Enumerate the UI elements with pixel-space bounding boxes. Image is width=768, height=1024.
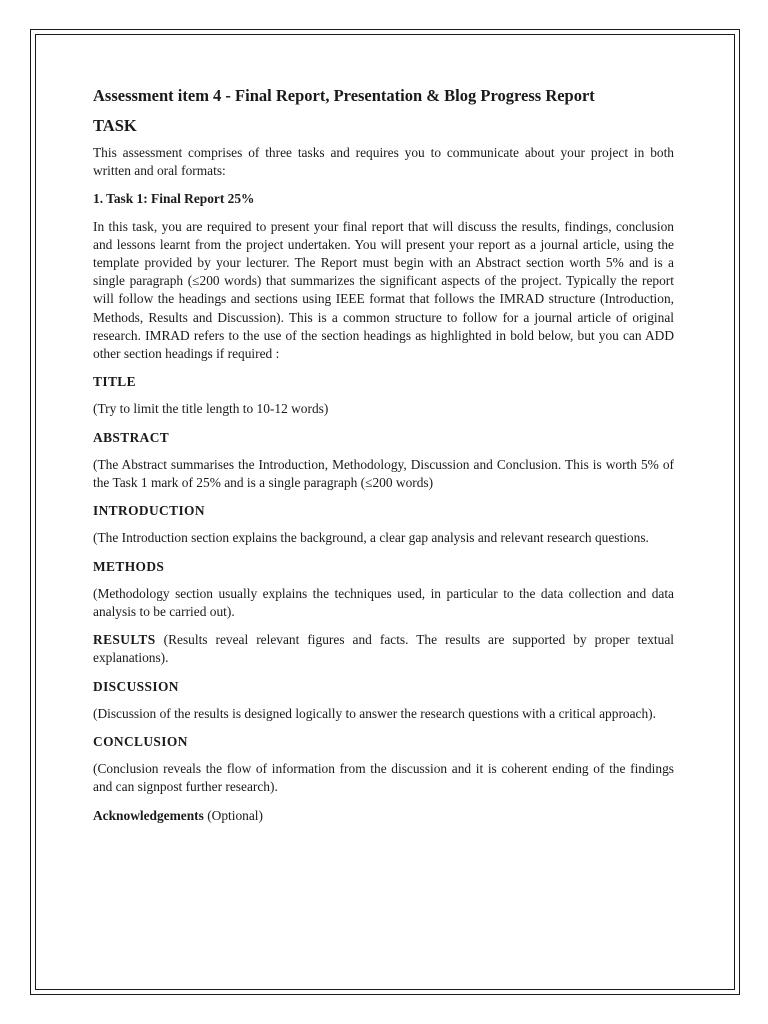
results-section-heading: RESULTS — [93, 632, 156, 648]
document-title: Assessment item 4 - Final Report, Presentation & Blog Progress Report — [93, 86, 595, 105]
acknowledgements-heading: Acknowledgements — [93, 807, 204, 823]
task1-heading: 1. Task 1: Final Report 25% — [93, 191, 255, 207]
abstract-section-text: (The Abstract summarises the Introduction, Methodology, Discussion and Conclusion. This is worth 5% of the Task 1 mark of 25% and is a single paragraph (≤200 words) — [93, 456, 674, 491]
task-heading: TASK — [93, 116, 137, 135]
task1-paragraph: In this task, you are required to present your final report that will discuss the results, findings, conclusion and lessons learnt from the project undertaken. You will present your report as a journal article, using the template provided by your lecturer. The Report must begin with an Abstract section worth 5% and is a single paragraph (≤200 words) that summarizes the significant aspects of the project. Typically the report will follow the headings and sections using IEEE format that follows the IMRAD structure (Introduction, Methods, Results and Discussion). This is a common structure to follow for a journal article of original research. IMRAD refers to the use of the section headings as highlighted in bold below, but you can ADD other section headings if required : — [93, 218, 674, 362]
results-section-text: (Results reveal relevant figures and facts. The results are supported by proper textual explanations). — [93, 632, 674, 666]
conclusion-section-text: (Conclusion reveals the flow of information from the discussion and it is coherent ending of the findings and can signpost further research). — [93, 761, 674, 795]
document-content — [93, 85, 674, 825]
intro-paragraph: This assessment comprises of three tasks and requires you to communicate about your project in both written and oral formats: — [93, 145, 674, 179]
discussion-section-text: (Discussion of the results is designed logically to answer the research questions with a critical approach). — [93, 705, 656, 721]
conclusion-section-heading: CONCLUSION — [93, 734, 188, 750]
methods-section-text: (Methodology section usually explains the techniques used, in particular to the data collection and data analysis to be carried out). — [93, 585, 674, 620]
results-section — [93, 631, 674, 667]
title-section-heading: TITLE — [93, 374, 136, 390]
methods-section-heading: METHODS — [93, 558, 165, 574]
acknowledgements-text: (Optional) — [203, 807, 263, 823]
introduction-section-text: (The Introduction section explains the background, a clear gap analysis and relevant research questions. — [93, 530, 649, 546]
introduction-section-heading: INTRODUCTION — [93, 503, 205, 519]
discussion-section-heading: DISCUSSION — [93, 678, 179, 694]
acknowledgements-section — [93, 807, 674, 825]
abstract-section-heading: ABSTRACT — [93, 429, 170, 445]
title-section-text: (Try to limit the title length to 10-12 words) — [93, 401, 329, 417]
